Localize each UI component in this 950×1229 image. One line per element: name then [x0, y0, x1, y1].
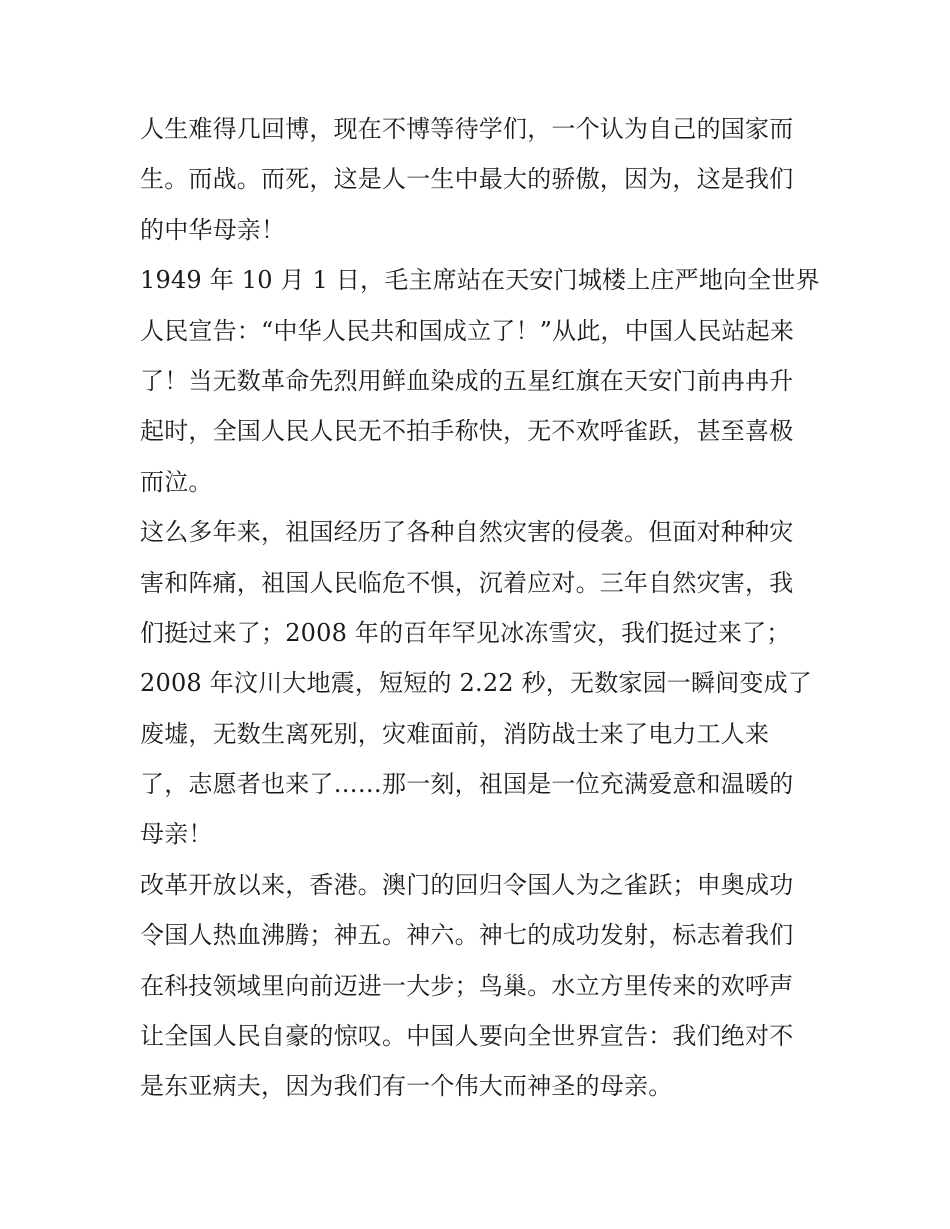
paragraph-4: [140, 860, 815, 1112]
text-line: 而泣。: [140, 467, 213, 496]
paragraph-2: [140, 255, 820, 507]
text-line: 人生难得几回博，现在不博等待学们，一个认为自己的国家而: [140, 115, 794, 143]
text-line: 了！当无数革命先烈用鲜血染成的五星红旗在天安门前冉冉升: [140, 366, 794, 395]
text-line: 起时，全国人民人民无不拍手称快，无不欢呼雀跃，甚至喜极: [140, 417, 794, 446]
text-line: 生。而战。而死，这是人一生中最大的骄傲，因为，这是我们: [140, 165, 794, 194]
text-line: 母亲！: [140, 820, 213, 849]
text-line: 这么多年来，祖国经历了各种自然灾害的侵袭。但面对种种灾: [140, 518, 794, 547]
text-line: 1949 年 10 月 1 日，毛主席站在天安门城楼上庄严地向全世界: [140, 266, 820, 295]
text-line: 是东亚病夫，因为我们有一个伟大而神圣的母亲。: [140, 1072, 673, 1101]
text-line: 让全国人民自豪的惊叹。中国人要向全世界宣告：我们绝对不: [140, 1022, 794, 1051]
text-line: 害和阵痛，祖国人民临危不惧，沉着应对。三年自然灾害，我: [140, 568, 794, 597]
text-line: 改革开放以来，香港。澳门的回归令国人为之雀跃；申奥成功: [140, 870, 794, 899]
text-line: 2008 年汶川大地震，短短的 2.22 秒，无数家园一瞬间变成了: [140, 669, 813, 698]
document-body: [140, 104, 820, 1112]
text-line: 的中华母亲！: [140, 215, 286, 244]
text-line: 了，志愿者也来了……那一刻，祖国是一位充满爱意和温暖的: [140, 770, 794, 799]
text-line: 令国人热血沸腾；神五。神六。神七的成功发射，标志着我们: [140, 921, 794, 950]
text-line: 们挺过来了；2008 年的百年罕见冰冻雪灾，我们挺过来了；: [140, 618, 791, 647]
text-line: 人民宣告：“中华人民共和国成立了！”从此，中国人民站起来: [140, 316, 795, 345]
paragraph-3: [140, 507, 815, 860]
paragraph-1: [140, 104, 815, 255]
text-line: 废墟，无数生离死别，灾难面前，消防战士来了电力工人来: [140, 719, 770, 748]
text-line: 在科技领域里向前迈进一大步；鸟巢。水立方里传来的欢呼声: [140, 971, 794, 1000]
